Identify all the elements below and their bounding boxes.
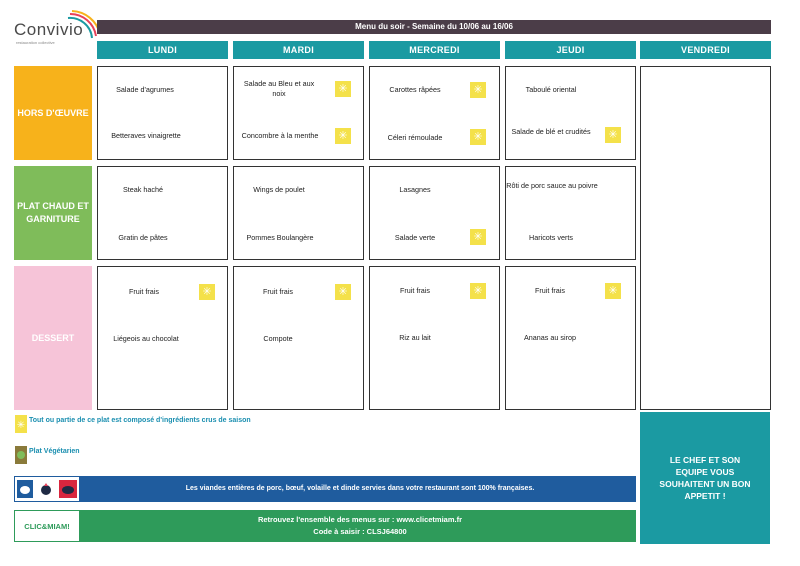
cell-lundi-dessert	[97, 266, 228, 410]
dish-name: Salade au Bleu et aux noix	[243, 79, 315, 98]
menu-title: Menu du soir - Semaine du 10/06 au 16/06	[97, 20, 771, 34]
seasonal-badge-icon: ✳	[470, 129, 486, 145]
dish-name: Fruit frais	[400, 286, 430, 295]
meat-origin-banner	[14, 476, 636, 502]
cell-mardi-hors-oeuvre	[233, 66, 364, 160]
cell-lundi-plat	[97, 166, 228, 260]
cell-jeudi-dessert	[505, 266, 636, 410]
legend-seasonal: Tout ou partie de ce plat est composé d'ingrédients crus de saison	[29, 417, 251, 424]
category-hors-oeuvre: HORS D'ŒUVRE	[14, 66, 92, 160]
dish-name: Concombre à la menthe	[241, 131, 319, 140]
seasonal-badge-icon: ✳	[199, 284, 215, 300]
cell-vendredi	[640, 66, 771, 410]
website-url-text: Retrouvez l'ensemble des menus sur : www.clicetmiam.fr	[257, 515, 463, 524]
convivio-logo	[10, 8, 100, 52]
cell-jeudi-hors-oeuvre	[505, 66, 636, 160]
chef-message	[640, 412, 770, 544]
dish-name: Rôti de porc sauce au poivre	[506, 181, 598, 190]
dish-name: Steak haché	[123, 185, 163, 194]
legend-vegetarian: Plat Végétarien	[29, 448, 80, 455]
pig-icon	[59, 480, 77, 498]
seasonal-badge-icon: ✳	[335, 284, 351, 300]
dish-name: Salade de blé et crudités	[511, 127, 591, 136]
dish-name: Gratin de pâtes	[118, 233, 168, 242]
dish-name: Betteraves vinaigrette	[111, 131, 181, 140]
chef-message-text: LE CHEF ET SON EQUIPE VOUS SOUHAITENT UN BON APPETIT !	[659, 455, 751, 501]
seasonal-legend-icon	[15, 415, 27, 433]
dish-name: Fruit frais	[263, 287, 293, 296]
brand-tagline: restauration collective	[16, 40, 55, 45]
dish-name: Fruit frais	[129, 287, 159, 296]
cell-lundi-hors-oeuvre	[97, 66, 228, 160]
cell-mercredi-dessert	[369, 266, 500, 410]
brand-name: Convivio	[14, 20, 84, 39]
cell-mercredi-plat	[369, 166, 500, 260]
dish-name: Céleri rémoulade	[387, 133, 443, 142]
dish-name: Wings de poulet	[253, 185, 305, 194]
animal-icons	[14, 476, 80, 502]
day-header-jeudi: JEUDI	[505, 41, 636, 59]
website-banner	[14, 510, 636, 542]
day-header-mercredi: MERCREDI	[369, 41, 500, 59]
cow-icon	[17, 480, 33, 498]
seasonal-badge-icon: ✳	[605, 127, 621, 143]
dish-name: Taboulé oriental	[525, 85, 577, 94]
dish-name: Salade verte	[394, 233, 436, 242]
meat-origin-text: Les viandes entières de porc, bœuf, volaille et dinde servies dans votre restaurant sont 100% françaises.	[185, 485, 535, 492]
vegetarian-legend-icon	[15, 446, 27, 464]
day-header-vendredi: VENDREDI	[640, 41, 771, 59]
seasonal-badge-icon: ✳	[470, 283, 486, 299]
chicken-icon	[38, 480, 54, 498]
dish-name: Salade d'agrumes	[116, 85, 174, 94]
seasonal-badge-icon: ✳	[605, 283, 621, 299]
cell-jeudi-plat	[505, 166, 636, 260]
clicmiam-logo: CLIC&MIAM!	[14, 510, 80, 542]
day-header-mardi: MARDI	[233, 41, 364, 59]
cell-mardi-dessert	[233, 266, 364, 410]
dish-name: Carottes râpées	[389, 85, 441, 94]
dish-name: Liégeois au chocolat	[113, 334, 179, 343]
dish-name: Lasagnes	[399, 185, 431, 194]
cell-mardi-plat	[233, 166, 364, 260]
seasonal-badge-icon: ✳	[470, 229, 486, 245]
dish-name: Haricots verts	[529, 233, 573, 242]
category-dessert: DESSERT	[14, 266, 92, 410]
category-plat-chaud: PLAT CHAUD ET GARNITURE	[14, 166, 92, 260]
dish-name: Ananas au sirop	[524, 333, 576, 342]
dish-name: Fruit frais	[535, 286, 565, 295]
seasonal-badge-icon: ✳	[335, 128, 351, 144]
seasonal-badge-icon: ✳	[470, 82, 486, 98]
svg-text:✳: ✳	[16, 420, 26, 431]
access-code-text: Code à saisir : CLSJ64800	[313, 527, 407, 536]
dish-name: Pommes Boulangère	[246, 233, 314, 242]
seasonal-badge-icon: ✳	[335, 81, 351, 97]
day-header-lundi: LUNDI	[97, 41, 228, 59]
dish-name: Compote	[263, 334, 293, 343]
dish-name: Riz au lait	[399, 333, 431, 342]
cell-mercredi-hors-oeuvre	[369, 66, 500, 160]
